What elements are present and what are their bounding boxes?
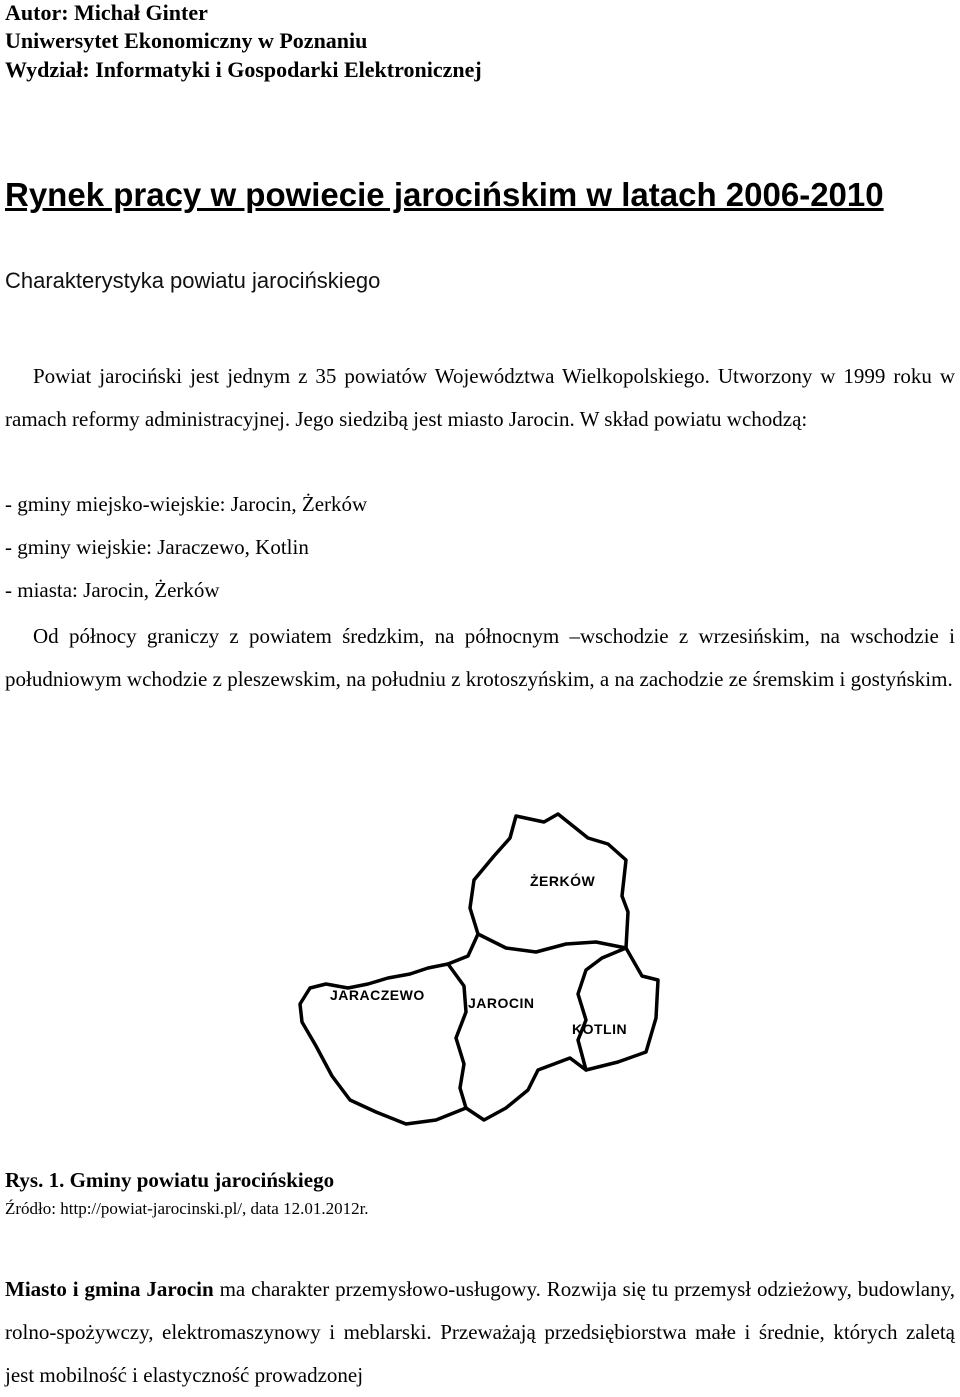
figure-caption: Rys. 1. Gminy powiatu jarocińskiego	[5, 1168, 335, 1192]
section-heading: Charakterystyka powiatu jarocińskiego	[5, 268, 381, 293]
list-item: - gminy wiejskie: Jaraczewo, Kotlin	[5, 535, 309, 559]
university-line: Uniwersytet Ekonomiczny w Poznaniu	[5, 28, 368, 53]
boundary-kotlin	[578, 948, 626, 1070]
list-item: - miasta: Jarocin, Żerków	[5, 578, 220, 602]
map-figure	[296, 808, 662, 1148]
boundary-zerkow	[478, 934, 626, 952]
intro-paragraph: Powiat jarociński jest jednym z 35 powiatów Województwa Wielkopolskiego. Utworzony w 1999 roku w ramach reformy administracyjnej. Jego siedzibą jest miasto Jarocin. W skład powiatu wchodzą:	[5, 364, 955, 431]
author-line: Autor: Michał Ginter	[5, 0, 208, 25]
map-label-jaraczewo: JARACZEWO	[330, 987, 425, 1003]
bottom-paragraph-lead: Miasto i gmina Jarocin	[5, 1277, 214, 1301]
list-item: - gminy miejsko-wiejskie: Jarocin, Żerków	[5, 492, 368, 516]
faculty-line: Wydział: Informatyki i Gospodarki Elektronicznej	[5, 57, 482, 82]
document-title: Rynek pracy w powiecie jarocińskim w latach 2006-2010	[5, 176, 884, 213]
map-label-kotlin: KOTLIN	[572, 1021, 628, 1037]
boundary-jaraczewo	[448, 964, 466, 1108]
bottom-paragraph-text: ma charakter przemysłowo-usługowy. Rozwija się tu przemysł odzieżowy, budowlany, rolno-spożywczy, elektromaszynowy i meblarski. Przeważają przedsiębiorstwa małe i średnie, których zaletą jest mobilność i elastyczność prowadzonej	[5, 1277, 955, 1387]
county-outline	[300, 814, 658, 1124]
municipalities-map	[296, 808, 662, 1148]
bottom-paragraph	[5, 1268, 955, 1397]
figure-source: Źródło: http://powiat-jarocinski.pl/, data 12.01.2012r.	[5, 1199, 369, 1218]
borders-paragraph: Od północy graniczy z powiatem średzkim, na północnym –wschodzie z wrzesińskim, na wschodzie i południowym wchodzie z pleszewskim, na południu z krotoszyńskim, a na zachodzie ze śremskim i gostyńskim.	[5, 624, 955, 691]
map-label-zerkow: ŻERKÓW	[530, 873, 596, 889]
map-label-jarocin: JAROCIN	[468, 995, 535, 1011]
